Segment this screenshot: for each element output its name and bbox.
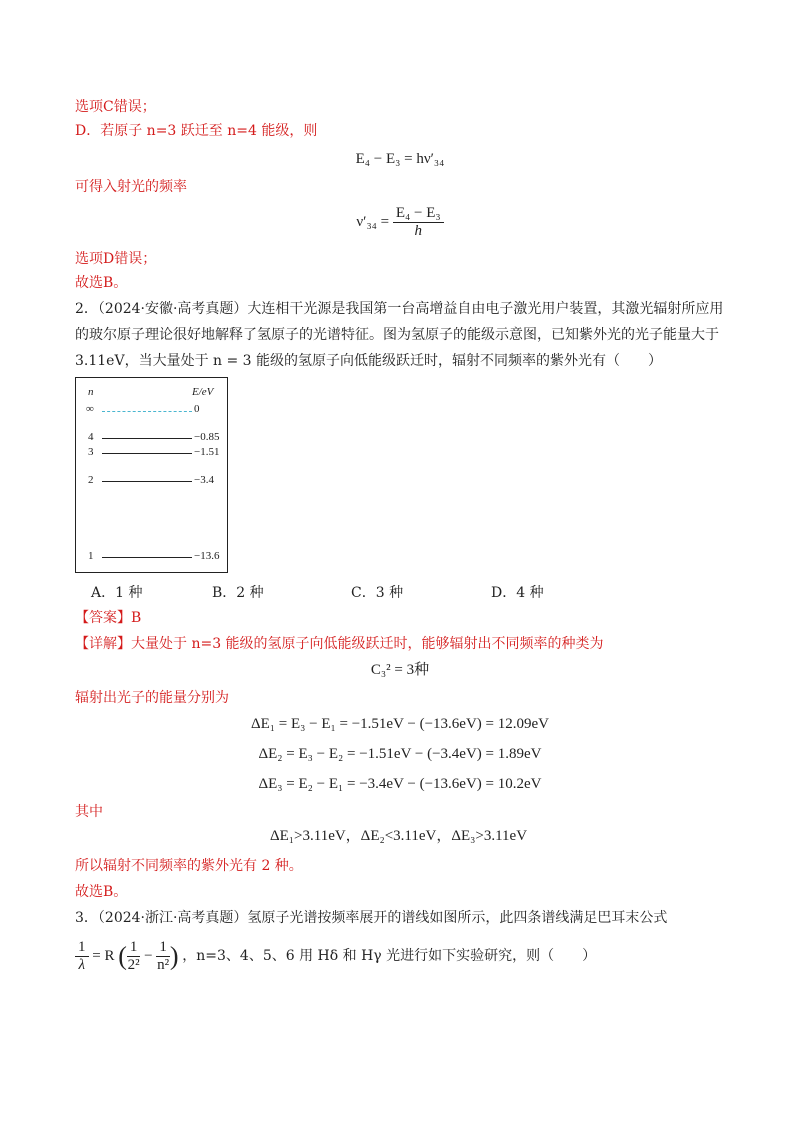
formula-a-den: 2²: [127, 957, 140, 974]
option-c: C．3 种: [351, 585, 404, 601]
choose-b-2: 故选B。: [75, 884, 128, 900]
formula-lhs-num: 1: [75, 939, 89, 957]
formula-r: = R: [92, 948, 115, 964]
level-4-e: −0.85: [194, 431, 220, 443]
option-d-line: D．若原子 n=3 跃迁至 n=4 能级，则: [75, 123, 318, 139]
level-4-line: [102, 438, 192, 439]
q2-line3: 3.11eV，当大量处于 n = 3 能级的氢原子向低能级跃迁时，辐射不同频率的紫外光有（ ）: [75, 353, 663, 369]
level-2-e: −3.4: [194, 474, 214, 486]
formula-paren-open: (: [118, 941, 127, 971]
delta-e3-equation: ΔE₃ = E₂ − E₁ = −3.4eV − (−13.6eV) = 10.2eV: [258, 776, 542, 792]
level-inf-e: 0: [194, 403, 200, 415]
option-d: D．4 种: [491, 585, 544, 601]
choose-b-1: 故选B。: [75, 275, 128, 291]
equation-e4-e3: E₄ − E₃ = hν′₃₄: [355, 151, 445, 167]
e-axis-header: E/eV: [192, 386, 214, 398]
level-inf-line: [102, 411, 192, 412]
option-a: A．1 种: [91, 585, 143, 601]
q2-line1: 2．（2024·安徽·高考真题）大连相干光源是我国第一台高增益自由电子激光用户装置，其激光辐射所应用: [75, 301, 724, 317]
delta-e1-equation: ΔE₁ = E₃ − E₁ = −1.51eV − (−13.6eV) = 12.09eV: [251, 716, 549, 732]
formula-b-num: 1: [156, 939, 170, 957]
among-text: 其中: [75, 804, 103, 820]
option-d-wrong: 选项D错误；: [75, 251, 157, 267]
level-1-n: 1: [88, 550, 94, 562]
energy-level-diagram: [75, 377, 228, 573]
level-1-line: [102, 557, 192, 558]
frequency-text: 可得入射光的频率: [75, 179, 187, 195]
formula-lhs-den: λ: [78, 957, 85, 974]
option-b: B．2 种: [212, 585, 264, 601]
n-axis-header: n: [88, 386, 94, 398]
detail-text: 【详解】大量处于 n=3 能级的氢原子向低能级跃迁时，能够辐射出不同频率的种类为: [75, 636, 604, 652]
formula-term-b: [156, 939, 170, 974]
level-inf-n: ∞: [86, 403, 94, 415]
eq2-fraction: [393, 205, 444, 240]
formula-paren-close: ): [169, 941, 179, 971]
formula-term-a: [127, 939, 141, 974]
eq2-lhs: ν′₃₄ =: [356, 214, 390, 230]
formula-lhs: [75, 939, 89, 974]
conclusion-text: 所以辐射不同频率的紫外光有 2 种。: [75, 858, 303, 874]
level-3-e: −1.51: [194, 446, 220, 458]
formula-b-den: n²: [157, 957, 170, 974]
q3-formula-line: $\frac{1}{\lambda}$ = R ( $\frac{1}{\text{2²}}$ − $\frac{1}{\text{n²}}$ ) ，n=3、4、5、6 用 Hδ 和 Hγ 光进行如下实验研究，则（ ）: [75, 938, 596, 975]
delta-e2-equation: ΔE₂ = E₃ − E₂ = −1.51eV − (−3.4eV) = 1.89eV: [258, 746, 542, 762]
level-2-n: 2: [88, 474, 94, 486]
comparison-equation: ΔE₁>3.11eV，ΔE₂<3.11eV，ΔE₃>3.11eV: [270, 828, 528, 844]
equation-frequency: [0, 205, 800, 240]
answer: 【答案】B: [75, 610, 142, 626]
q2-line2: 的玻尔原子理论很好地解释了氢原子的光谱特征。图为氢原子的能级示意图，已知紫外光的光子能量大于: [75, 327, 719, 343]
level-1-e: −13.6: [194, 550, 220, 562]
eq2-denominator: h: [414, 223, 422, 240]
energy-text: 辐射出光子的能量分别为: [75, 690, 229, 706]
level-4-n: 4: [88, 431, 94, 443]
level-3-n: 3: [88, 446, 94, 458]
option-c-wrong: 选项C错误；: [75, 99, 156, 115]
q3-line1: 3．（2024·浙江·高考真题）氢原子光谱按频率展开的谱线如图所示，此四条谱线满足巴耳末公式: [75, 910, 668, 926]
combination-equation: C₃² = 3种: [370, 662, 430, 678]
level-3-line: [102, 453, 192, 454]
q3-line2-text: ，n=3、4、5、6 用 Hδ 和 Hγ 光进行如下实验研究，则（ ）: [182, 948, 597, 964]
formula-a-num: 1: [127, 939, 141, 957]
level-2-line: [102, 481, 192, 482]
eq2-numerator: E₄ − E₃: [393, 205, 444, 223]
